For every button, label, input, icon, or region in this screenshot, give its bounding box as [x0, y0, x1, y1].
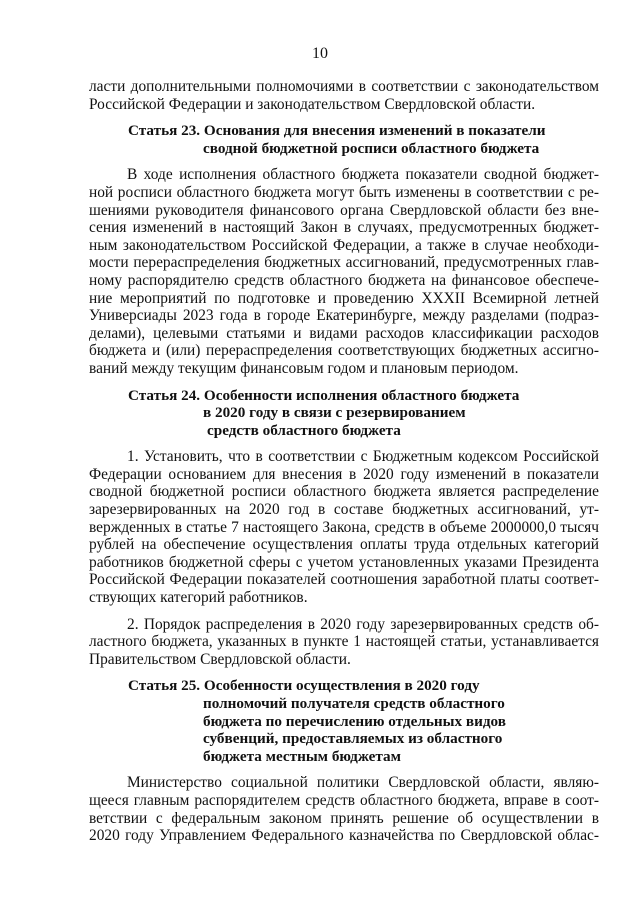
text-line: Федерации основанием для внесения в 2020 году изменений в показатели	[89, 465, 599, 483]
text-line: 2. Порядок распределения в 2020 году зарезервированных средств об-	[127, 615, 599, 633]
article-23-heading	[89, 122, 599, 157]
text-line: зарезервированных на 2020 год в составе бюджетных ассигнований, ут-	[89, 501, 599, 519]
text-line: мости перераспределения бюджетных ассигнований, предусмотренных глав-	[89, 254, 599, 272]
text-line: Универсиады 2023 года в городе Екатеринбурге, между разделами (подраз-	[89, 307, 599, 325]
text-line: 2020 году Управлением Федерального казначейства по Свердловской облас-	[89, 827, 599, 845]
article-25-paragraph	[89, 774, 599, 844]
intro-paragraph	[89, 78, 599, 113]
text-line: щееся главным распорядителем средств областного бюджета, вправе в соот-	[89, 791, 599, 809]
text-line: бюджета и (или) перераспределения соответствующих бюджетных ассигно-	[89, 342, 599, 360]
heading-line: Статья 25. Особенности осуществления в 2020 году	[128, 677, 480, 695]
text-line: Российской Федерации показателей соотношения заработной платы соответ-	[89, 571, 599, 589]
text-line: ваний между текущим финансовым годом и плановым периодом.	[89, 359, 519, 377]
article-24-paragraph-1	[89, 448, 599, 606]
heading-line: сводной бюджетной росписи областного бюджета	[203, 139, 540, 157]
text-line: ной росписи областного бюджета могут быть изменены в соответствии с ре-	[89, 183, 599, 201]
text-line: 1. Установить, что в соответствии с Бюджетным кодексом Российской	[127, 448, 599, 466]
heading-line: Статья 23. Основания для внесения изменений в показатели	[128, 122, 546, 140]
text-line: сводной бюджетной росписи областного бюджета является распределение	[89, 483, 599, 501]
text-line: рублей на обеспечение осуществления оплаты труда отдельных категорий	[89, 536, 599, 554]
heading-line: полномочий получателя средств областного	[203, 695, 505, 712]
article-23-paragraph	[89, 166, 599, 377]
article-25-heading	[89, 677, 599, 765]
document-body	[89, 78, 599, 845]
text-line: Правительством Свердловской области.	[89, 650, 351, 668]
text-line: вержденных в статье 7 настоящего Закона, средств в объеме 2000000,0 тысяч	[89, 518, 599, 536]
heading-line: бюджета по перечислению отдельных видов	[203, 712, 506, 730]
text-line: ластного бюджета, указанных в пункте 1 настоящей статьи, устанавливается	[89, 633, 599, 651]
heading-line: бюджета местным бюджетам	[203, 747, 401, 765]
text-line: ласти дополнительными полномочиями в соответствии с законодательством	[89, 78, 599, 95]
text-line: шениями руководителя финансового органа Свердловской области без вне-	[89, 201, 599, 219]
text-line: сения изменений в настоящий Закон в случаях, предусмотренных бюджет-	[89, 219, 599, 237]
text-line: В ходе исполнения областного бюджета показатели сводной бюджет-	[127, 166, 599, 184]
text-line: работников бюджетной сферы с учетом установленных указами Президента	[89, 553, 599, 571]
text-line: ние мероприятий по подготовке и проведению XXXII Всемирной летней	[89, 289, 599, 307]
heading-line: в 2020 году в связи с резервированием	[203, 404, 466, 422]
article-24-heading	[89, 387, 599, 440]
text-line: Министерство социальной политики Свердловской области, являю-	[127, 774, 599, 792]
text-line: ветствии с федеральным законом принять решение об осуществлении в	[89, 809, 599, 827]
text-line: ному распорядителю средств областного бюджета на финансовое обеспече-	[89, 271, 599, 289]
text-line: Российской Федерации и законодательством Свердловской области.	[89, 95, 536, 113]
heading-line: средств областного бюджета	[207, 421, 401, 439]
article-24-paragraph-2	[89, 616, 599, 669]
text-line: ным законодательством Российской Федерации, а также в случае необходи-	[89, 236, 599, 254]
text-line: ствующих категорий работников.	[89, 589, 308, 607]
text-line: делами), целевыми статьями и видами расходов классификации расходов	[89, 324, 599, 342]
heading-line: субвенций, предоставляемых из областного	[203, 730, 503, 748]
heading-line: Статья 24. Особенности исполнения областного бюджета	[128, 386, 520, 404]
page-number: 10	[312, 45, 328, 62]
